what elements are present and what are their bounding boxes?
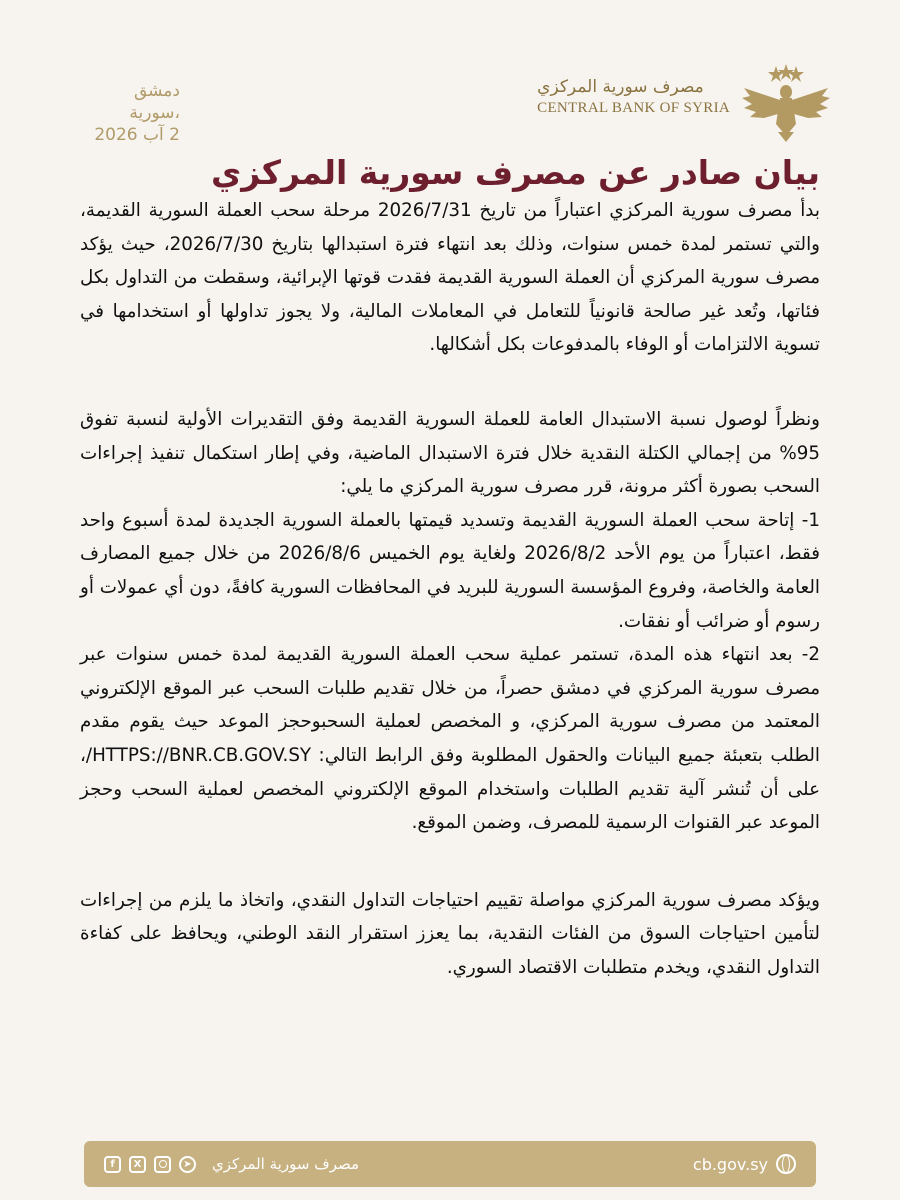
paragraph: 1- إتاحة سحب العملة السورية القديمة وتسديد قيمتها بالعملة السورية الجديدة لمدة أسبوع واحد فقط، اعتباراً من يوم الأحد 2026/8/2 ولغاية يوم الخميس 2026/8/6 من خلال جميع المصارف العامة والخاصة، وفروع المؤسسة السورية للبريد في المحافظات السورية كافةً، دون أي عمولات أو رسوم أو ضرائب أو نفقات.	[80, 509, 820, 632]
bank-name-english: CENTRAL BANK OF SYRIA	[537, 100, 730, 116]
footer-bar	[84, 1141, 816, 1187]
facebook-icon[interactable]: f	[104, 1156, 121, 1173]
x-icon[interactable]: X	[129, 1156, 146, 1173]
place: دمشق ،سورية	[129, 81, 180, 123]
globe-icon	[776, 1154, 796, 1174]
instagram-icon[interactable]	[154, 1156, 171, 1173]
social-links	[104, 1141, 359, 1187]
website-text: cb.gov.sy	[692, 1154, 768, 1174]
footer-brand-name: مصرف سورية المركزي	[212, 1155, 360, 1173]
telegram-icon[interactable]: ➤	[179, 1156, 196, 1173]
paragraph: ونظراً لوصول نسبة الاستبدال العامة للعملة السورية القديمة وفق التقديرات الأولية لنسبة تفوق 95% من إجمالي الكتلة النقدية خلال فترة الاستبدال الماضية، وفي إطار استكمال تنفيذ إجراءات السحب بصورة أكثر مرونة، قرر مصرف سورية المركزي ما يلي:	[80, 408, 820, 498]
website-link[interactable]	[693, 1141, 796, 1187]
bank-name-arabic: مصرف سورية المركزي	[537, 77, 704, 97]
statement-body	[80, 194, 820, 984]
eagle-emblem-icon	[740, 62, 830, 142]
bank-logo	[530, 62, 830, 142]
date: 2 آب 2026	[94, 125, 180, 145]
place-date	[80, 80, 180, 146]
paragraph: ويؤكد مصرف سورية المركزي مواصلة تقييم احتياجات التداول النقدي، واتخاذ ما يلزم من إجراءات لتأمين احتياجات السوق من الفئات النقدية، بما يعزز استقرار النقد الوطني، ويحافظ على كفاءة التداول النقدي، ويخدم متطلبات الاقتصاد السوري.	[80, 889, 820, 978]
statement-title: بيان صادر عن مصرف سورية المركزي	[211, 153, 820, 192]
paragraph: 2- بعد انتهاء هذه المدة، تستمر عملية سحب العملة السورية القديمة لمدة خمس سنوات عبر مصرف سورية المركزي في دمشق حصراً، من خلال تقديم طلبات السحب عبر الموقع الإلكتروني المعتمد من مصرف سورية المركزي، و المخصص لعملية السحبوحجز الموعد حيث يقوم مقدم الطلب بتعبئة جميع البيانات والحقول المطلوبة وفق الرابط التالي: HTTPS://BNR.CB.GOV.SY/، على أن تُنشر آلية تقديم الطلبات واستخدام الموقع الإلكتروني المخصص لعملية السحب وحجز الموعد عبر القنوات الرسمية للمصرف، وضمن الموقع.	[80, 644, 820, 834]
paragraph: بدأ مصرف سورية المركزي اعتباراً من تاريخ 2026/7/31 مرحلة سحب العملة السورية القديمة، والتي تستمر لمدة خمس سنوات، وذلك بعد انتهاء فترة استبدالها بتاريخ 2026/7/30، حيث يؤكد مصرف سورية المركزي أن العملة السورية القديمة فقدت قوتها الإبرائية، وسقطت من التداول بكل فئاتها، وتُعد غير صالحة قانونياً للتعامل في المعاملات المالية، ولا يجوز تداولها أو استخدامها في تسوية الالتزامات أو الوفاء بالمدفوعات بكل أشكالها.	[80, 200, 820, 356]
